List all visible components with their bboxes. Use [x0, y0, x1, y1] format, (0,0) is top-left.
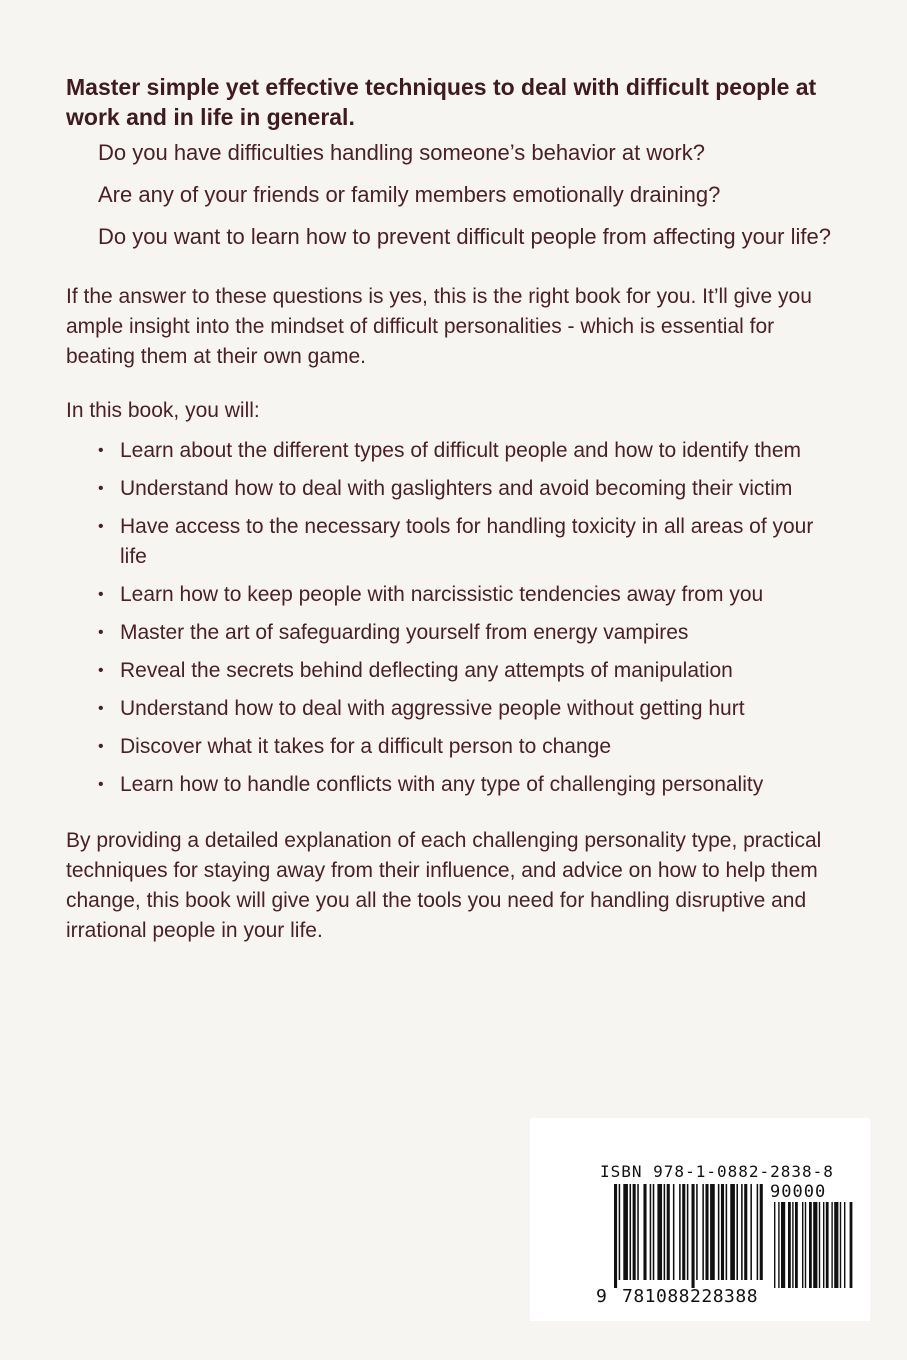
barcode-bar — [736, 1184, 738, 1280]
addon-bar — [826, 1202, 829, 1288]
barcode-bar — [633, 1184, 636, 1280]
ean-first-digit: 9 — [596, 1286, 607, 1307]
list-item: • Have access to the necessary tools for handling toxicity in all areas of your life — [66, 512, 846, 572]
barcode-bar — [696, 1184, 698, 1280]
addon-bar — [813, 1202, 817, 1288]
barcode-bar — [664, 1184, 666, 1280]
closing-paragraph: By providing a detailed explanation of each challenging personality type, practical techniques for staying away from their influence, and advice on how to help them change, this book will give you all the tools you need for handling disruptive and irrational people in your life. — [66, 829, 822, 942]
ean-digits: 781088228388 — [622, 1286, 759, 1307]
addon-bar — [823, 1202, 824, 1288]
intro-paragraph: If the answer to these questions is yes, this is the right book for you. It’ll give you ample insight into the mindset of difficult personalities - which is essential for beating them at their own game. — [66, 285, 812, 368]
addon-bar — [778, 1202, 779, 1288]
barcode-bar — [757, 1184, 759, 1280]
addon-bar — [781, 1202, 785, 1288]
question-2: Are any of your friends or family members emotionally draining? — [98, 182, 721, 207]
barcode-bar — [750, 1184, 752, 1280]
list-item: • Master the art of safeguarding yourself from energy vampires — [66, 618, 846, 648]
list-item: • Learn about the different types of difficult people and how to identify them — [66, 436, 846, 466]
addon-bar — [834, 1202, 838, 1288]
isbn-label: ISBN 978-1-0882-2838-8 — [600, 1162, 834, 1181]
barcode-bar — [705, 1184, 708, 1280]
addon-bar — [850, 1202, 853, 1288]
barcode-bar — [718, 1184, 720, 1280]
price-code: 90000 — [770, 1182, 827, 1202]
question-1: Do you have difficulties handling someone’s behavior at work? — [98, 140, 705, 165]
barcode-bar — [687, 1184, 689, 1280]
addon-bar — [788, 1202, 791, 1288]
list-item: • Understand how to deal with gaslighters and avoid becoming their victim — [66, 474, 846, 504]
barcode-bar — [682, 1184, 685, 1280]
barcode-bar — [653, 1184, 655, 1280]
barcode-bar — [741, 1184, 743, 1280]
list-item: • Learn how to keep people with narcissistic tendencies away from you — [66, 580, 846, 610]
barcode-bar — [614, 1184, 617, 1288]
barcode-bar — [623, 1184, 628, 1280]
barcode-bar — [692, 1184, 695, 1288]
list-item: • Learn how to handle conflicts with any type of challenging personality — [66, 770, 846, 800]
addon-bar — [840, 1202, 841, 1288]
barcode-bar — [657, 1184, 662, 1280]
barcode-bar — [619, 1184, 621, 1280]
question-3: Do you want to learn how to prevent difficult people from affecting your life? — [98, 224, 831, 249]
back-cover-text — [66, 72, 846, 946]
question-list — [98, 138, 846, 252]
barcode-bar — [667, 1184, 670, 1280]
addon-bar — [805, 1202, 806, 1288]
barcode-bar — [726, 1184, 728, 1280]
barcode-bar — [637, 1184, 639, 1280]
barcode-bar — [630, 1184, 632, 1280]
addon-bar — [795, 1202, 798, 1288]
list-item: • Understand how to deal with aggressive people without getting hurt — [66, 694, 846, 724]
barcode-bar — [730, 1184, 735, 1280]
addon-bar — [844, 1202, 845, 1288]
barcode-bar — [710, 1184, 715, 1280]
addon-bar — [792, 1202, 793, 1288]
addon-bar — [809, 1202, 812, 1288]
barcode-bar — [760, 1184, 763, 1280]
addon-bar — [819, 1202, 820, 1288]
addon-bar — [831, 1202, 832, 1288]
benefit-list — [66, 436, 846, 800]
list-item: • Discover what it takes for a difficult person to change — [66, 732, 846, 762]
barcode-bar — [721, 1184, 724, 1280]
addon-bar — [802, 1202, 803, 1288]
barcode-bar — [679, 1184, 681, 1280]
barcode-bar — [702, 1184, 704, 1280]
headline: Master simple yet effective techniques to deal with difficult people at work and in life in general. — [66, 74, 817, 130]
barcode-bar — [744, 1184, 747, 1280]
barcode-bar — [643, 1184, 646, 1280]
list-lead: In this book, you will: — [66, 399, 260, 422]
addon-bar — [774, 1202, 775, 1288]
list-item: • Reveal the secrets behind deflecting any attempts of manipulation — [66, 656, 846, 686]
barcode-bar — [673, 1184, 675, 1280]
barcode-panel — [530, 1118, 870, 1321]
barcode-bar — [650, 1184, 652, 1280]
